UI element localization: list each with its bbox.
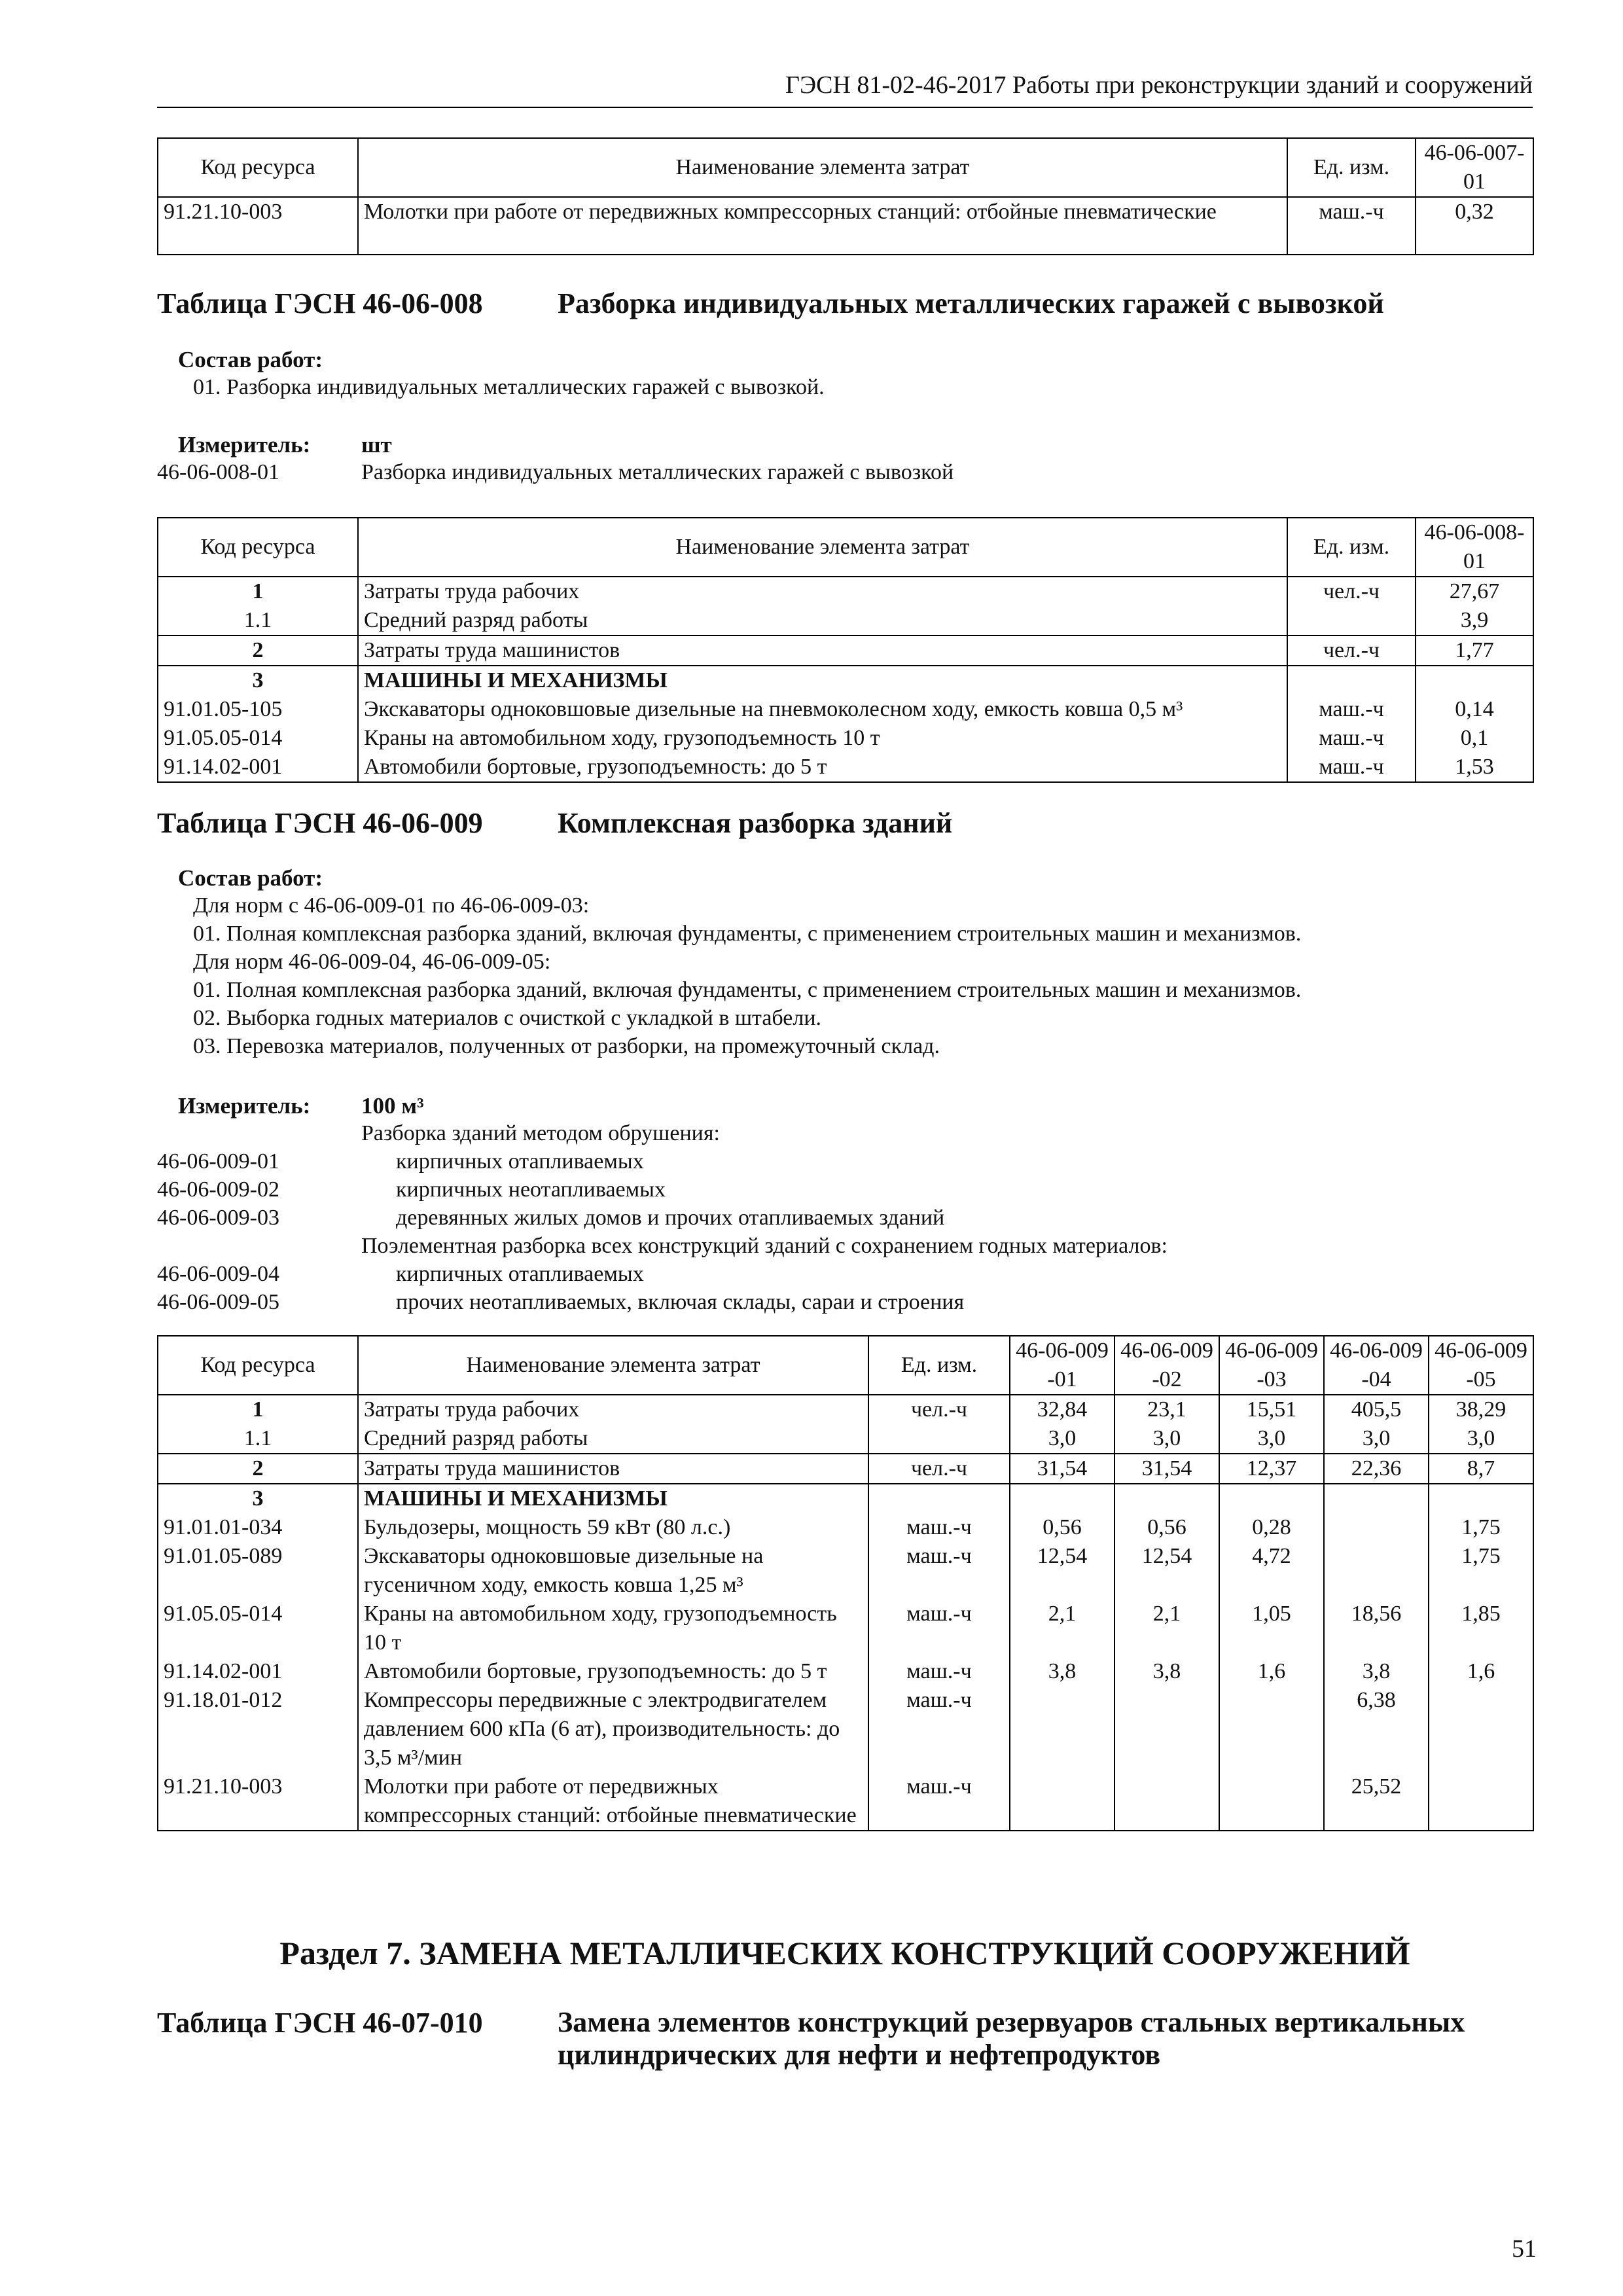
cell-name: Затраты труда машинистов [358, 1454, 868, 1484]
norm-code: 46-06-009-01 [157, 1149, 279, 1174]
col-header-name: Наименование элемента затрат [358, 1336, 868, 1395]
norm-name: Разборка индивидуальных металлических гаражей с вывозкой [361, 460, 954, 484]
cell-value: 3,0 [1429, 1424, 1533, 1454]
cell-name: Средний разряд работы [358, 1424, 868, 1454]
cell-value: 12,37 [1219, 1454, 1324, 1484]
cell-value: 0,1 [1416, 724, 1533, 753]
cell-value: 31,54 [1115, 1454, 1219, 1484]
cell-unit: чел.-ч [1287, 577, 1416, 606]
cell-value [1324, 1542, 1429, 1600]
col-header-norm: 46-06-009-05 [1429, 1336, 1533, 1395]
cell-value: 25,52 [1324, 1772, 1429, 1831]
cell-name: Краны на автомобильном ходу, грузоподъемность 10 т [358, 724, 1287, 753]
header-rule [157, 107, 1533, 108]
cell-code: 3 [158, 1484, 358, 1513]
work-composition-label: Состав работ: [178, 865, 323, 891]
cell-unit: маш.-ч [1287, 695, 1416, 724]
cell-value [1115, 1484, 1219, 1513]
cell-unit: маш.-ч [1287, 197, 1416, 255]
col-header-code: Код ресурса [158, 138, 358, 197]
measure-label: Измеритель: [178, 1093, 311, 1119]
norm-name: деревянных жилых домов и прочих отапливаемых зданий [396, 1206, 945, 1230]
cell-value: 4,72 [1219, 1542, 1324, 1600]
cell-value: 38,29 [1429, 1395, 1533, 1424]
cell-name: МАШИНЫ И МЕХАНИЗМЫ [358, 666, 1287, 695]
cell-unit: маш.-ч [868, 1686, 1010, 1772]
cell-value: 1,75 [1429, 1542, 1533, 1600]
cell-name: Бульдозеры, мощность 59 кВт (80 л.с.) [358, 1513, 868, 1542]
cell-value [1219, 1484, 1324, 1513]
cell-value [1324, 1484, 1429, 1513]
norm-name: Разборка зданий методом обрушения: [361, 1121, 720, 1145]
cell-code: 1 [158, 577, 358, 606]
cell-name: Средний разряд работы [358, 606, 1287, 636]
cell-name: МАШИНЫ И МЕХАНИЗМЫ [358, 1484, 868, 1513]
cell-code: 91.01.05-105 [158, 695, 358, 724]
norm-list [157, 1121, 1533, 1318]
table-46-06-007-continuation [157, 137, 1534, 255]
norm-name: кирпичных неотапливаемых [396, 1177, 666, 1202]
table-name: Разборка индивидуальных металлических гаражей с вывозкой [558, 287, 1384, 319]
cell-value: 405,5 [1324, 1395, 1429, 1424]
cell-code: 91.21.10-003 [158, 197, 358, 255]
col-header-norm: 46-06-009-01 [1010, 1336, 1115, 1395]
norm-code: 46-06-009-02 [157, 1177, 279, 1202]
table-row [158, 1484, 1533, 1513]
table-row [158, 606, 1533, 636]
cell-unit: маш.-ч [868, 1600, 1010, 1657]
table-row [158, 666, 1533, 695]
cell-name: Автомобили бортовые, грузоподъемность: до 5 т [358, 753, 1287, 782]
col-header-name: Наименование элемента затрат [358, 138, 1287, 197]
cell-name: Затраты труда машинистов [358, 636, 1287, 666]
cell-unit: маш.-ч [868, 1542, 1010, 1600]
cell-value: 2,1 [1010, 1600, 1115, 1657]
table-row [158, 1542, 1533, 1600]
cell-name: Экскаваторы одноковшовые дизельные на гусеничном ходу, емкость ковша 1,25 м³ [358, 1542, 868, 1600]
cell-code: 91.01.05-089 [158, 1542, 358, 1600]
cell-value: 0,14 [1416, 695, 1533, 724]
table-row [158, 695, 1533, 724]
cell-value: 12,54 [1115, 1542, 1219, 1600]
norm-code: 46-06-009-04 [157, 1262, 279, 1286]
norm-code: 46-06-009-05 [157, 1290, 279, 1314]
cell-code: 2 [158, 636, 358, 666]
col-header-unit: Ед. изм. [1287, 138, 1416, 197]
work-item: 01. Разборка индивидуальных металлических гаражей с вывозкой. [193, 375, 825, 399]
table-title: Таблица ГЭСН 46-06-008 [157, 287, 483, 319]
cell-value: 3,8 [1324, 1657, 1429, 1686]
cell-value: 12,54 [1010, 1542, 1115, 1600]
cell-value: 22,36 [1324, 1454, 1429, 1484]
cell-value [1324, 1513, 1429, 1542]
cell-value: 3,0 [1324, 1424, 1429, 1454]
cell-value [1416, 666, 1533, 695]
cell-value: 2,1 [1115, 1600, 1219, 1657]
page-number: 51 [1512, 2235, 1537, 2263]
work-item: 03. Перевозка материалов, полученных от разборки, на промежуточный склад. [193, 1034, 940, 1058]
cell-unit: маш.-ч [868, 1657, 1010, 1686]
table-row [158, 724, 1533, 753]
cell-unit [868, 1484, 1010, 1513]
table-46-06-009 [157, 1335, 1534, 1831]
col-header-code: Код ресурса [158, 518, 358, 577]
cell-value [1010, 1686, 1115, 1772]
cell-value: 1,53 [1416, 753, 1533, 782]
cell-value: 0,56 [1010, 1513, 1115, 1542]
norm-row [157, 1149, 1533, 1177]
table-row [158, 577, 1533, 606]
cell-name: Компрессоры передвижные с электродвигателем давлением 600 кПа (6 ат), производительность: до 3,5 м³/мин [358, 1686, 868, 1772]
norm-row [157, 1290, 1533, 1318]
table-row [158, 1513, 1533, 1542]
cell-value: 0,56 [1115, 1513, 1219, 1542]
table-name: Комплексная разборка зданий [558, 807, 953, 839]
table-46-06-008 [157, 517, 1534, 783]
cell-value: 18,56 [1324, 1600, 1429, 1657]
table-title: Таблица ГЭСН 46-07-010 [157, 2007, 483, 2039]
col-header-unit: Ед. изм. [1287, 518, 1416, 577]
norm-name: кирпичных отапливаемых [396, 1149, 644, 1174]
cell-value: 1,75 [1429, 1513, 1533, 1542]
norm-name: прочих неотапливаемых, включая склады, сараи и строения [396, 1290, 965, 1314]
cell-value: 3,9 [1416, 606, 1533, 636]
cell-value [1429, 1484, 1533, 1513]
cell-code: 91.01.01-034 [158, 1513, 358, 1542]
cell-code: 91.14.02-001 [158, 753, 358, 782]
cell-unit [868, 1424, 1010, 1454]
cell-name: Затраты труда рабочих [358, 1395, 868, 1424]
norm-name: кирпичных отапливаемых [396, 1262, 644, 1286]
cell-name: Молотки при работе от передвижных компрессорных станций: отбойные пневматические [358, 197, 1287, 255]
cell-value: 32,84 [1010, 1395, 1115, 1424]
cell-value: 27,67 [1416, 577, 1533, 606]
cell-value: 1,6 [1219, 1657, 1324, 1686]
col-header-name: Наименование элемента затрат [358, 518, 1287, 577]
cell-value: 23,1 [1115, 1395, 1219, 1424]
col-header-code: Код ресурса [158, 1336, 358, 1395]
norm-row [157, 1121, 1533, 1149]
cell-value: 15,51 [1219, 1395, 1324, 1424]
cell-name: Экскаваторы одноковшовые дизельные на пневмоколесном ходу, емкость ковша 0,5 м³ [358, 695, 1287, 724]
section-heading: Раздел 7. ЗАМЕНА МЕТАЛЛИЧЕСКИХ КОНСТРУКЦИЙ СООРУЖЕНИЙ [279, 1935, 1410, 1971]
table-row [158, 1686, 1533, 1772]
cell-code: 91.14.02-001 [158, 1657, 358, 1686]
cell-unit: маш.-ч [868, 1772, 1010, 1831]
cell-code: 91.21.10-003 [158, 1772, 358, 1831]
cell-value [1010, 1772, 1115, 1831]
norm-name: Поэлементная разборка всех конструкций зданий с сохранением годных материалов: [361, 1234, 1168, 1258]
cell-value [1115, 1686, 1219, 1772]
table-row [158, 636, 1533, 666]
cell-unit: чел.-ч [1287, 636, 1416, 666]
cell-code: 91.18.01-012 [158, 1686, 358, 1772]
cell-name: Краны на автомобильном ходу, грузоподъемность 10 т [358, 1600, 868, 1657]
cell-code: 1 [158, 1395, 358, 1424]
cell-value: 1,85 [1429, 1600, 1533, 1657]
norm-row [157, 1262, 1533, 1290]
cell-value [1429, 1686, 1533, 1772]
table-row [158, 1395, 1533, 1424]
cell-unit: маш.-ч [868, 1513, 1010, 1542]
table-row [158, 1600, 1533, 1657]
measure-label: Измеритель: [178, 432, 311, 457]
cell-code: 91.05.05-014 [158, 1600, 358, 1657]
cell-unit [1287, 606, 1416, 636]
work-list [193, 893, 1301, 1062]
cell-value [1010, 1484, 1115, 1513]
work-item: 01. Полная комплексная разборка зданий, включая фундаменты, с применением строительных машин и механизмов. [193, 922, 1302, 946]
cell-value: 8,7 [1429, 1454, 1533, 1484]
table-row [158, 1424, 1533, 1454]
cell-value: 3,0 [1010, 1424, 1115, 1454]
cell-value [1219, 1686, 1324, 1772]
measure-unit: 100 м³ [361, 1093, 424, 1119]
col-header-norm: 46-06-009-02 [1115, 1336, 1219, 1395]
cell-value: 1,77 [1416, 636, 1533, 666]
cell-value: 31,54 [1010, 1454, 1115, 1484]
work-item: Для норм 46-06-009-04, 46-06-009-05: [193, 950, 551, 974]
cell-unit [1287, 666, 1416, 695]
cell-value: 3,0 [1219, 1424, 1324, 1454]
cell-name: Автомобили бортовые, грузоподъемность: до 5 т [358, 1657, 868, 1686]
cell-value [1429, 1772, 1533, 1831]
cell-code: 91.05.05-014 [158, 724, 358, 753]
table-row [158, 1772, 1533, 1831]
col-header-norm: 46-06-007-01 [1416, 138, 1533, 197]
table-row [158, 197, 1533, 255]
cell-value: 0,32 [1416, 197, 1533, 255]
page-header: ГЭСН 81-02-46-2017 Работы при реконструкции зданий и сооружений [785, 71, 1533, 99]
norm-row [157, 1234, 1533, 1262]
cell-code: 3 [158, 666, 358, 695]
norm-code: 46-06-008-01 [157, 460, 279, 484]
cell-code: 2 [158, 1454, 358, 1484]
norm-code: 46-06-009-03 [157, 1206, 279, 1230]
cell-unit: маш.-ч [1287, 724, 1416, 753]
norm-row [157, 1206, 1533, 1234]
norm-row [157, 1177, 1533, 1206]
cell-name: Молотки при работе от передвижных компрессорных станций: отбойные пневматические [358, 1772, 868, 1831]
cell-value: 3,0 [1115, 1424, 1219, 1454]
cell-value: 1,05 [1219, 1600, 1324, 1657]
cell-code: 1.1 [158, 606, 358, 636]
work-item: 01. Полная комплексная разборка зданий, включая фундаменты, с применением строительных машин и механизмов. [193, 978, 1302, 1002]
work-item: Для норм с 46-06-009-01 по 46-06-009-03: [193, 893, 590, 918]
col-header-norm: 46-06-009-03 [1219, 1336, 1324, 1395]
cell-unit: чел.-ч [868, 1395, 1010, 1424]
col-header-unit: Ед. изм. [868, 1336, 1010, 1395]
cell-value: 3,8 [1115, 1657, 1219, 1686]
cell-value: 0,28 [1219, 1513, 1324, 1542]
cell-code: 1.1 [158, 1424, 358, 1454]
cell-value [1115, 1772, 1219, 1831]
cell-unit: чел.-ч [868, 1454, 1010, 1484]
cell-unit: маш.-ч [1287, 753, 1416, 782]
measure-unit: шт [361, 432, 392, 457]
work-item: 02. Выборка годных материалов с очисткой с укладкой в штабели. [193, 1006, 822, 1030]
cell-name: Затраты труда рабочих [358, 577, 1287, 606]
col-header-norm: 46-06-008-01 [1416, 518, 1533, 577]
table-row [158, 1657, 1533, 1686]
cell-value: 1,6 [1429, 1657, 1533, 1686]
cell-value [1219, 1772, 1324, 1831]
col-header-norm: 46-06-009-04 [1324, 1336, 1429, 1395]
table-name: Замена элементов конструкций резервуаров стальных вертикальных цилиндрических для нефти и нефтепродуктов [558, 2006, 1465, 2071]
table-row [158, 1454, 1533, 1484]
work-composition-label: Состав работ: [178, 347, 323, 372]
table-row [158, 753, 1533, 782]
cell-value: 3,8 [1010, 1657, 1115, 1686]
cell-value: 6,38 [1324, 1686, 1429, 1772]
table-title: Таблица ГЭСН 46-06-009 [157, 807, 483, 839]
